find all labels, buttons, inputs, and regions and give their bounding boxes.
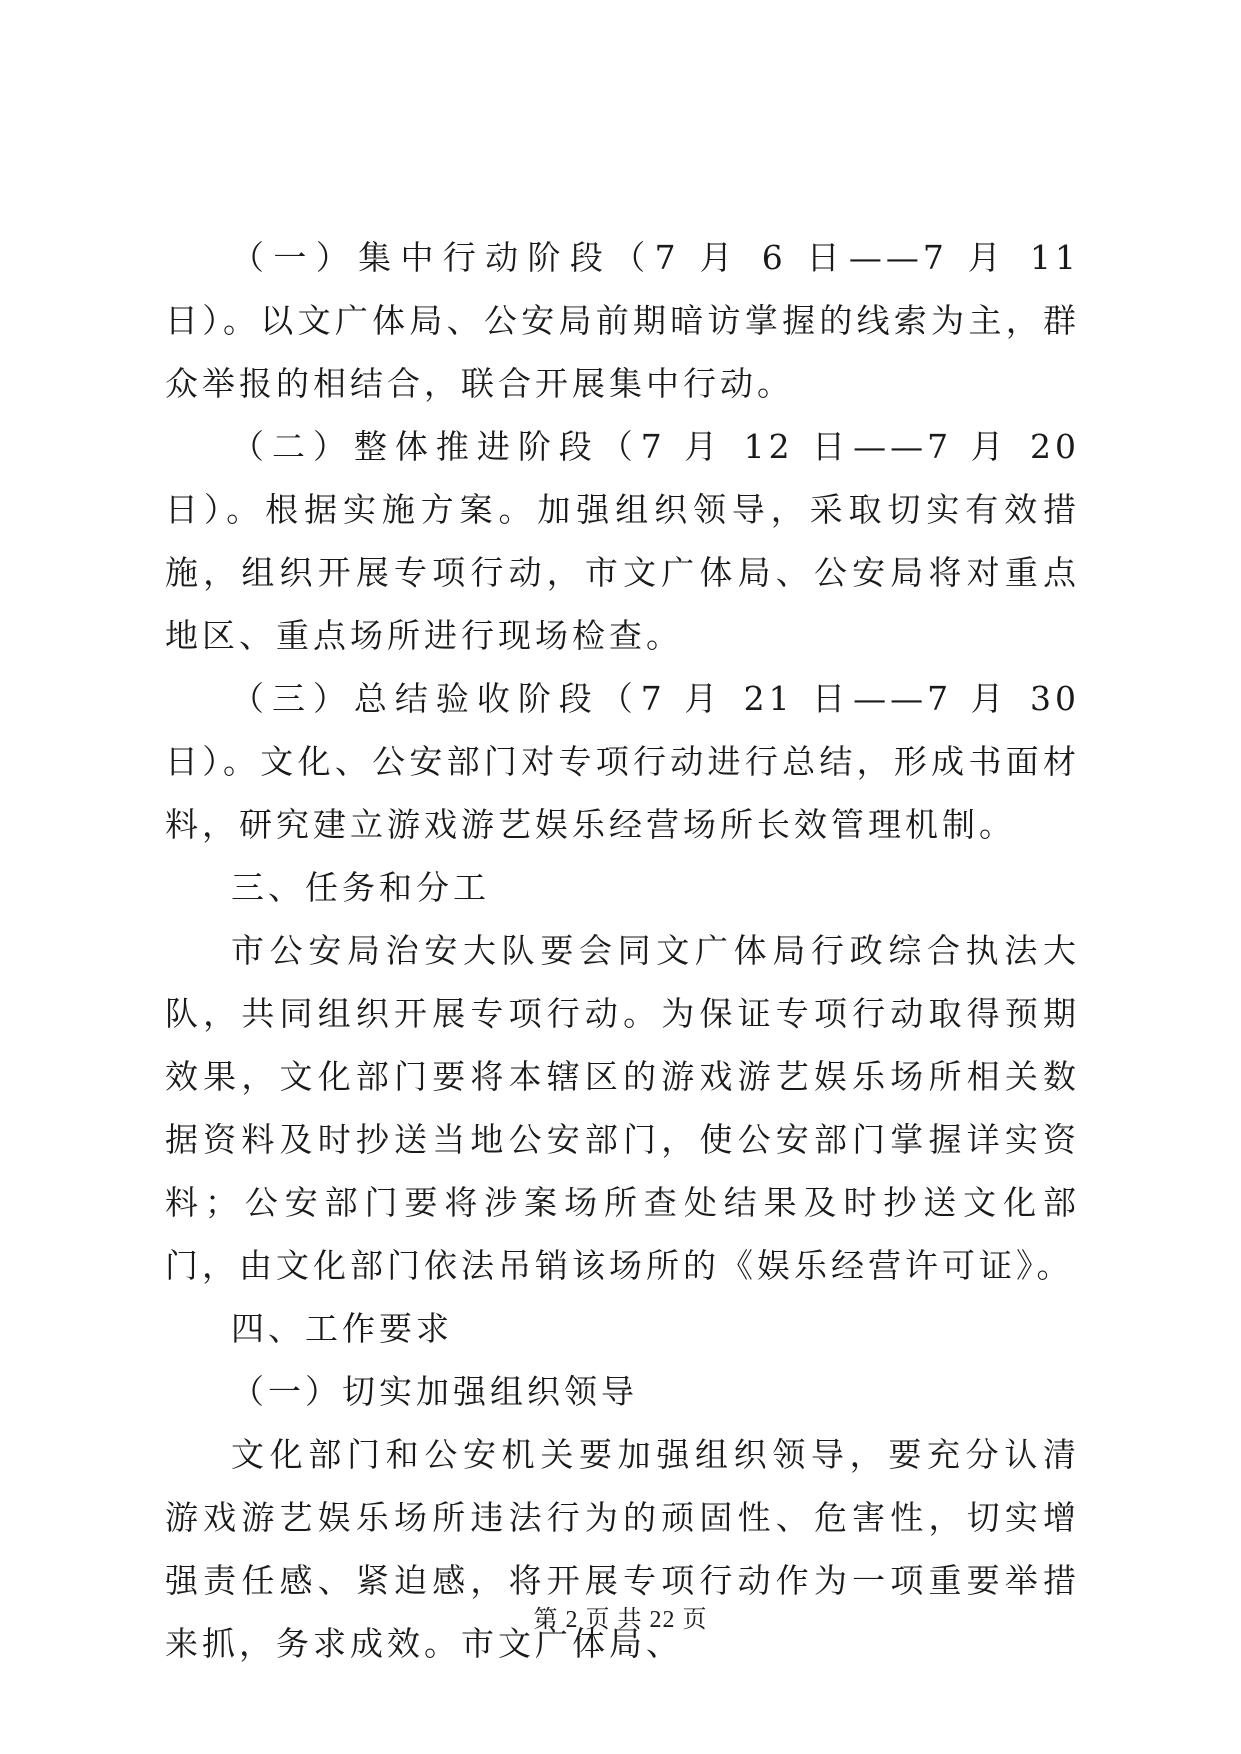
- paragraph-tasks: 市公安局治安大队要会同文广体局行政综合执法大队，共同组织开展专项行动。为保证专项行动取得预期效果，文化部门要将本辖区的游戏游艺娱乐场所相关数据资料及时抄送当地公安部门，使公安部门掌握详实资料；公安部门要将涉案场所查处结果及时抄送文化部门，由文化部门依法吊销该场所的《娱乐经营许可证》。: [165, 931, 1080, 1285]
- paragraph-stage-2: （二）整体推进阶段（7 月 12 日——7 月 20 日）。根据实施方案。加强组织领导，采取切实有效措施，组织开展专项行动，市文广体局、公安局将对重点地区、重点场所进行现场检查。: [165, 427, 1080, 655]
- paragraph-stage-1: （一）集中行动阶段（7 月 6 日——7 月 11 日）。以文广体局、公安局前期暗访掌握的线索为主，群众举报的相结合，联合开展集中行动。: [165, 238, 1080, 403]
- document-body: [165, 226, 1080, 1675]
- paragraph-stage-3: （三）总结验收阶段（7 月 21 日——7 月 30 日）。文化、公安部门对专项行动进行总结，形成书面材料，研究建立游戏游艺娱乐经营场所长效管理机制。: [165, 679, 1080, 844]
- section-heading-tasks: 三、任务和分工: [231, 868, 490, 907]
- subheading-leadership: （一）切实加强组织领导: [231, 1372, 638, 1411]
- page-number-footer: 第 2 页 共 22 页: [533, 1607, 708, 1633]
- section-heading-requirements: 四、工作要求: [231, 1309, 453, 1348]
- paragraph-leadership: 文化部门和公安机关要加强组织领导，要充分认清游戏游艺娱乐场所违法行为的顽固性、危害性，切实增强责任感、紧迫感，将开展专项行动作为一项重要举措来抓，务求成效。市文广体局、: [165, 1435, 1080, 1663]
